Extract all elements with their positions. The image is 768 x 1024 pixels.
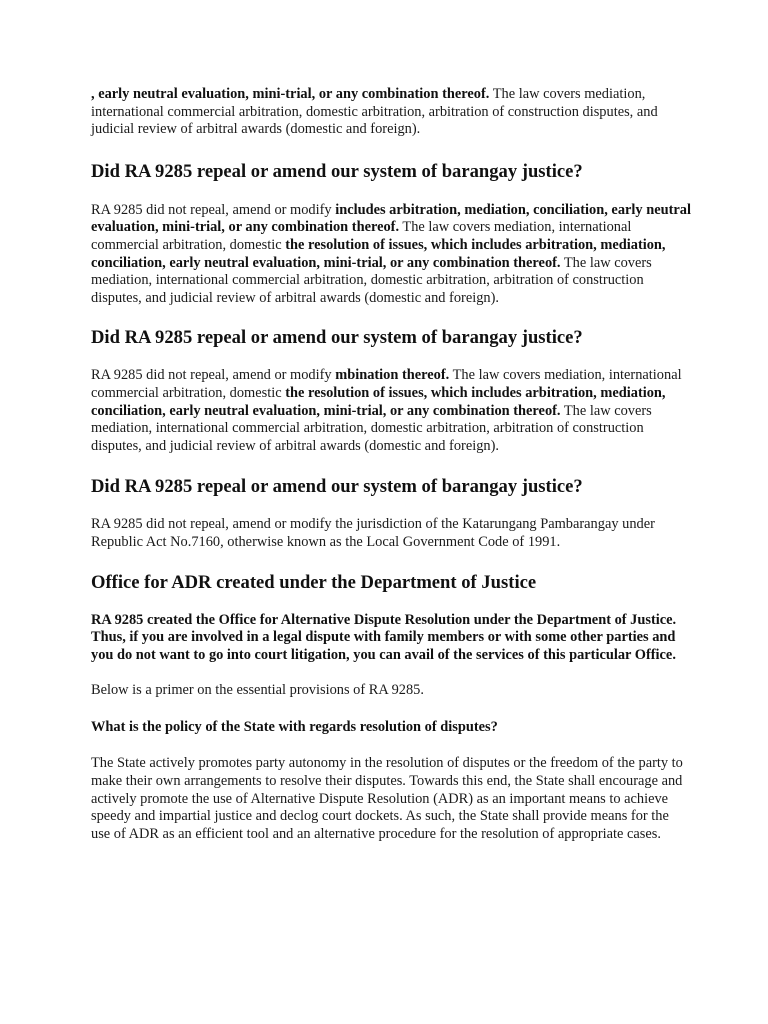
policy-question-bold: What is the policy of the State with regards resolution of disputes? [91,718,498,735]
answer-1-text-1: RA 9285 did not repeal, amend or modify [91,201,336,218]
primer-intro-paragraph: Below is a primer on the essential provisions of RA 9285. [91,682,424,699]
answer-2-text-3: The law covers mediation, international commercial arbitration, domestic arbitration, arbitration of construction disputes, and judicial review of arbitral awards (domestic and foreign). [91,402,652,454]
answer-1-text-3: The law covers mediation, international commercial arbitration, domestic arbitration, arbitration of construction disputes, and judicial review of arbitral awards (domestic and foreign). [91,254,652,306]
intro-paragraph [91,86,691,139]
section-heading-barangay-3: Did RA 9285 repeal or amend our system of barangay justice? [91,476,583,498]
section-heading-office: Office for ADR created under the Department of Justice [91,571,537,593]
answer-2-text-2: The law covers mediation, international commercial arbitration, domestic [91,367,682,401]
answer-paragraph-1 [91,202,691,308]
answer-paragraph-3: RA 9285 did not repeal, amend or modify the jurisdiction of the Katarungang Pambarangay under Republic Act No.7160, otherwise known as the Local Government Code of 1991. [91,516,655,550]
section-heading-barangay-2: Did RA 9285 repeal or amend our system of barangay justice? [91,327,583,349]
answer-1-bold-1: includes arbitration, mediation, conciliation, early neutral evaluation, mini-trial, or any combination thereof. [91,201,691,236]
answer-1-bold-2: the resolution of issues, which includes arbitration, mediation, conciliation, early neutral evaluation, mini-trial, or any combination thereof. [91,236,666,271]
answer-paragraph-2 [91,367,691,455]
document-page [91,86,691,843]
answer-1-text-2: The law covers mediation, international commercial arbitration, domestic [91,219,632,253]
answer-2-bold-2: the resolution of issues, which includes arbitration, mediation, conciliation, early neutral evaluation, mini-trial, or any combination thereof. [91,384,666,419]
intro-text: The law covers mediation, international commercial arbitration, domestic arbitration, arbitration of construction disputes, and judicial review of arbitral awards (domestic and foreign). [91,86,658,138]
policy-question [91,719,691,737]
answer-2-bold-1: mbination thereof. [335,367,450,384]
office-bold-text: RA 9285 created the Office for Alternative Dispute Resolution under the Department of Justice. Thus, if you are involved in a legal dispute with family members or with some other parties and you do not want to go into court litigation, you can avail of the services of this particular Office. [91,611,677,663]
section-heading-barangay-1: Did RA 9285 repeal or amend our system of barangay justice? [91,160,583,182]
answer-2-text-1: RA 9285 did not repeal, amend or modify [91,367,336,384]
intro-bold-text: , early neutral evaluation, mini-trial, or any combination thereof. [91,86,490,102]
office-paragraph [91,612,691,665]
policy-answer-paragraph: The State actively promotes party autonomy in the resolution of disputes or the freedom of the party to make their own arrangements to resolve their disputes. Towards this end, the State shall encourage and actively promote the use of Alternative Dispute Resolution (ADR) as an important means to achieve speedy and impartial justice and declog court dockets. As such, the State shall provide means for the use of ADR as an efficient tool and an alternative procedure for the resolution of appropriate cases. [91,755,683,842]
